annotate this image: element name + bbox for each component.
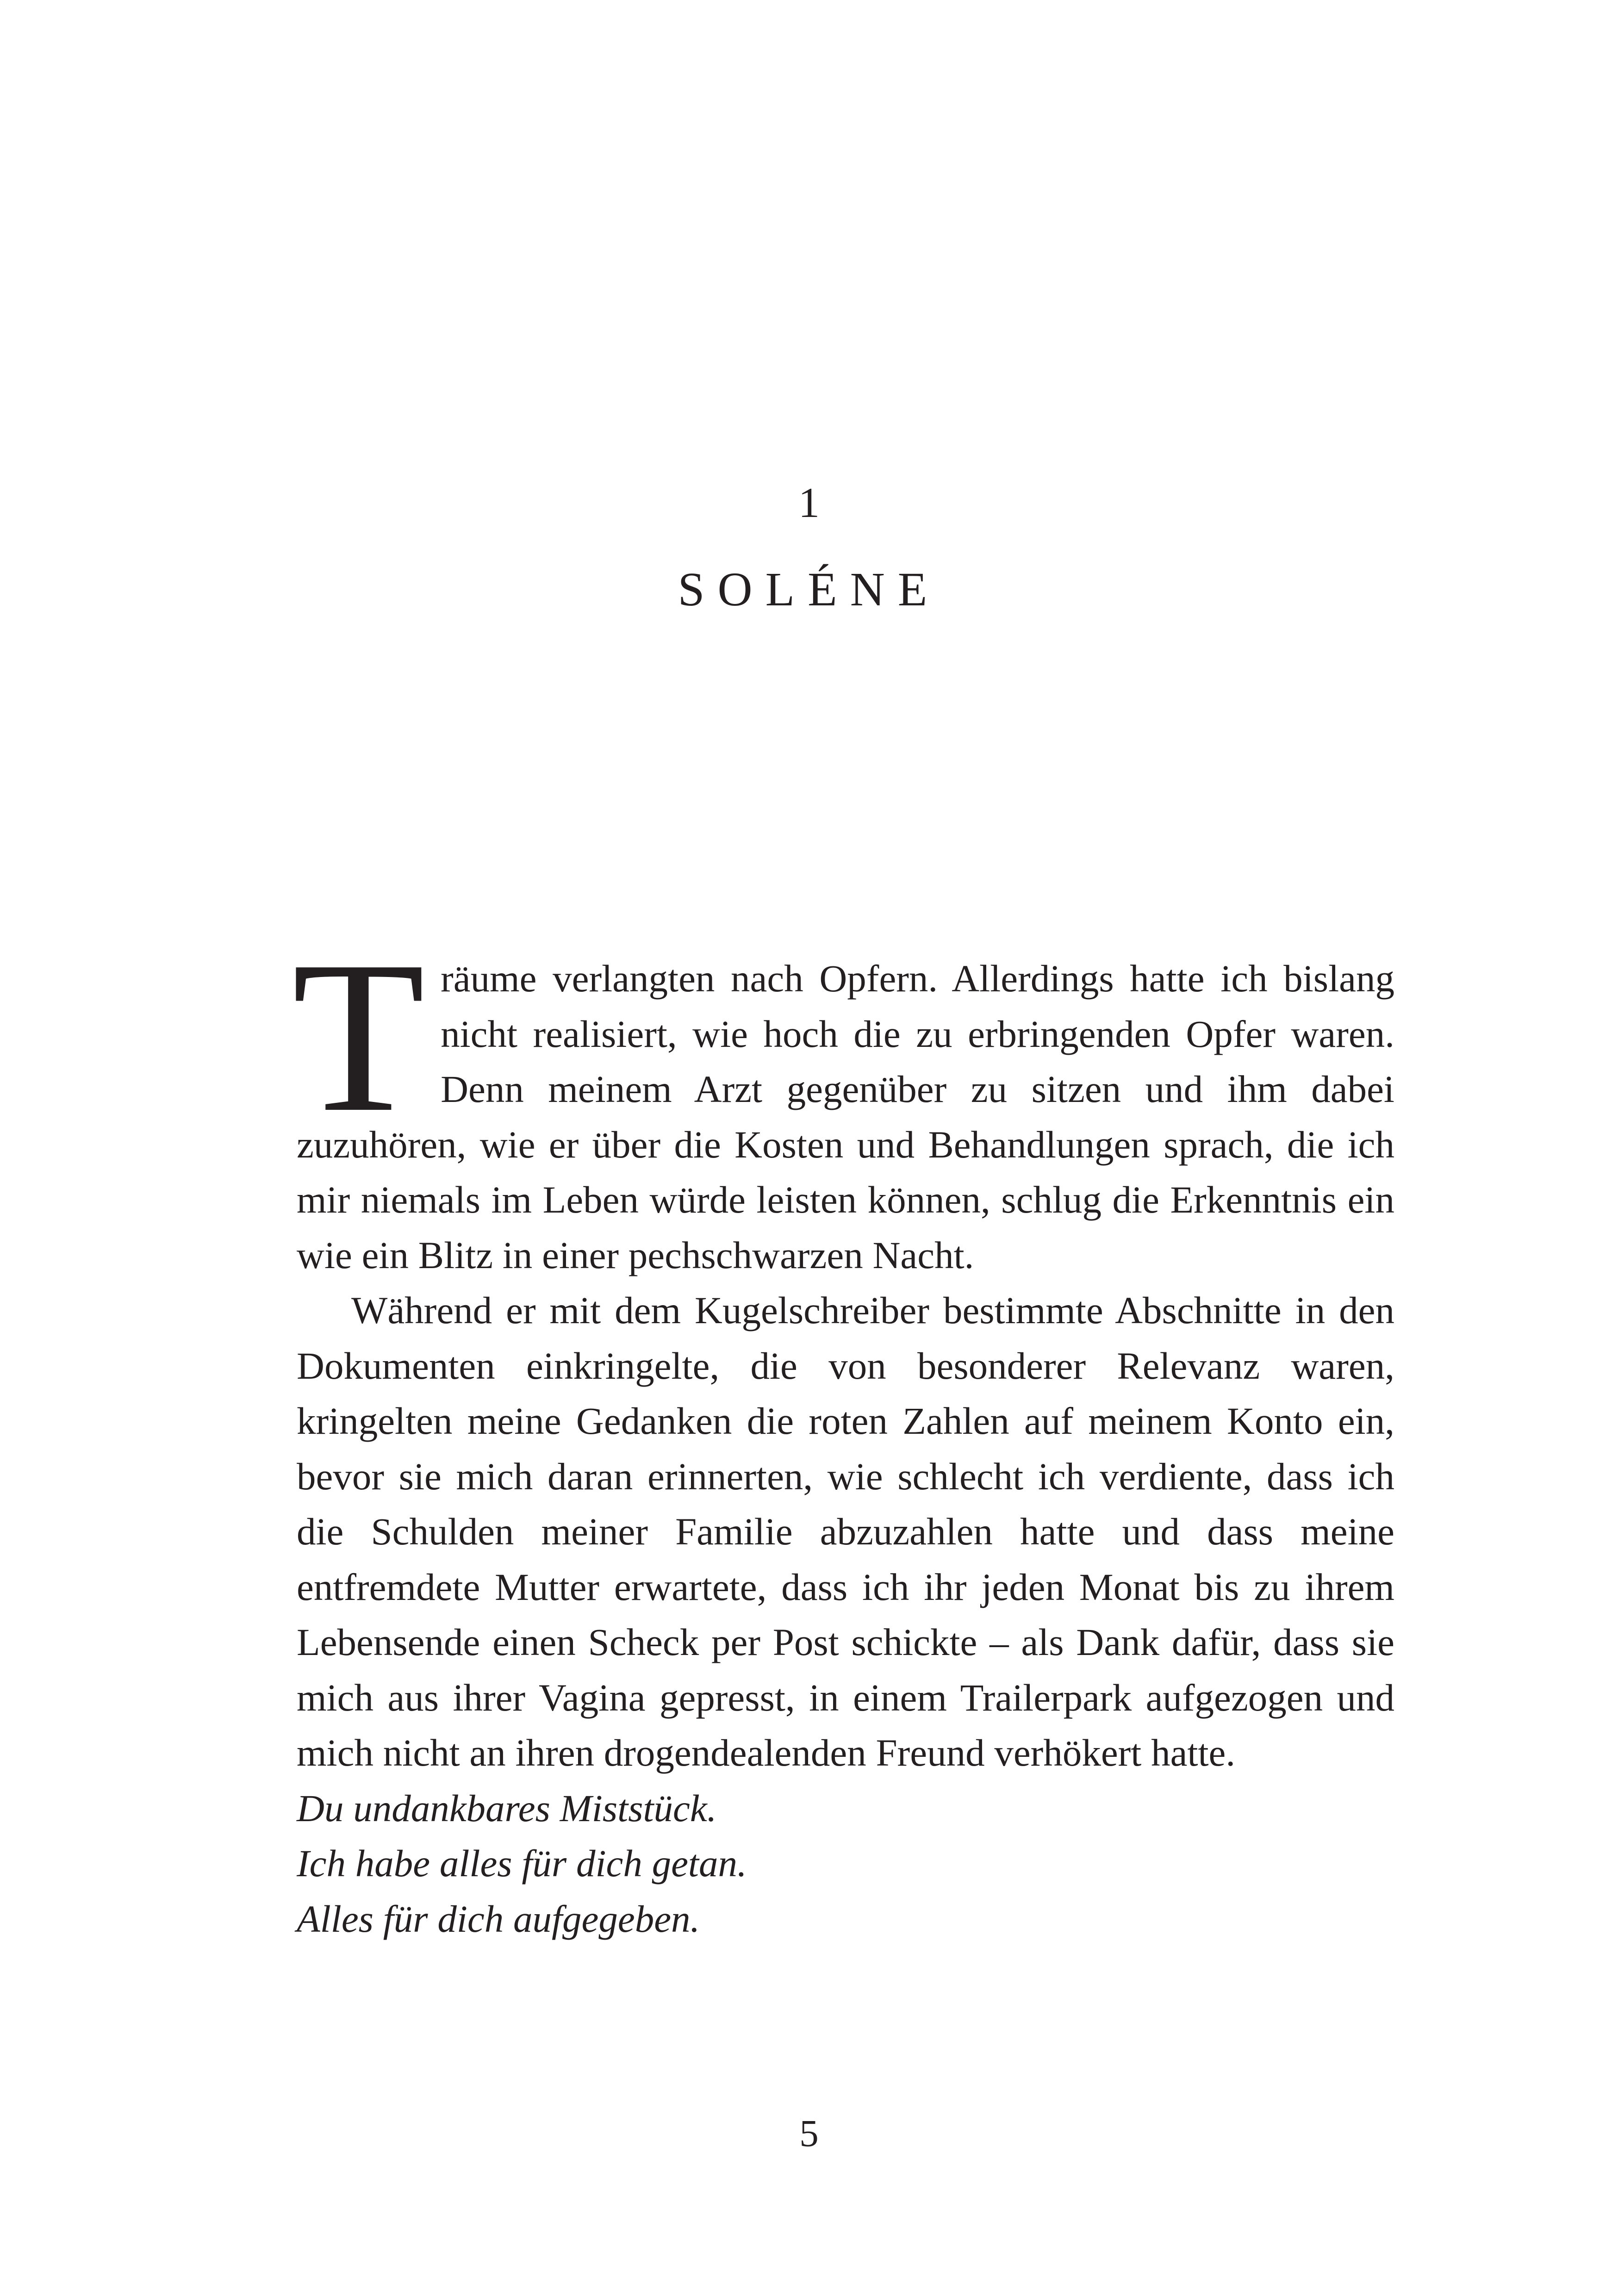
chapter-title: SOLÉNE bbox=[678, 563, 940, 616]
italic-line-1: Du undankbares Miststück. bbox=[297, 1786, 717, 1829]
body-text bbox=[292, 916, 1394, 1947]
italic-line-2: Ich habe alles für dich getan. bbox=[297, 1842, 747, 1885]
italic-line-3: Alles für dich aufgegeben. bbox=[297, 1897, 700, 1940]
page-number: 5 bbox=[799, 2112, 819, 2154]
chapter-number: 1 bbox=[798, 479, 820, 526]
paragraph-1-text: räume verlangten nach Opfern. Allerdings hatte ich bislang nicht realisiert, wie hoch die zu erbringenden Opfer waren. Denn meinem Arzt gegenüber zu sitzen und ihm dabei zuzuhören, wie er über die Kosten und Behandlungen sprach, die ich mir niemals im Leben würde leisten können, schlug die Erkenntnis ein wie ein Blitz in einer pechschwarzen Nacht. bbox=[297, 957, 1394, 1276]
paragraph-2: Während er mit dem Kugelschreiber bestimmte Abschnitte in den Dokumenten einkringelte, die von besonderer Relevanz waren, kringelten meine Gedanken die roten Zahlen auf meinem Konto ein, bevor sie mich daran erinnerten, wie schlecht ich verdiente, dass ich die Schulden meiner Familie abzuzahlen hatte und dass meine entfremdete Mutter erwartete, dass ich ihr jeden Monat bis zu ihrem Lebensende einen Scheck per Post schickte – als Dank dafür, dass sie mich aus ihrer Vagina gepresst, in einem Trailerpark aufgezogen und mich nicht an ihren drogendealenden Freund verhökert hatte. bbox=[297, 1289, 1394, 1774]
drop-cap: T bbox=[292, 916, 425, 1157]
paragraph-1 bbox=[292, 916, 1394, 1283]
